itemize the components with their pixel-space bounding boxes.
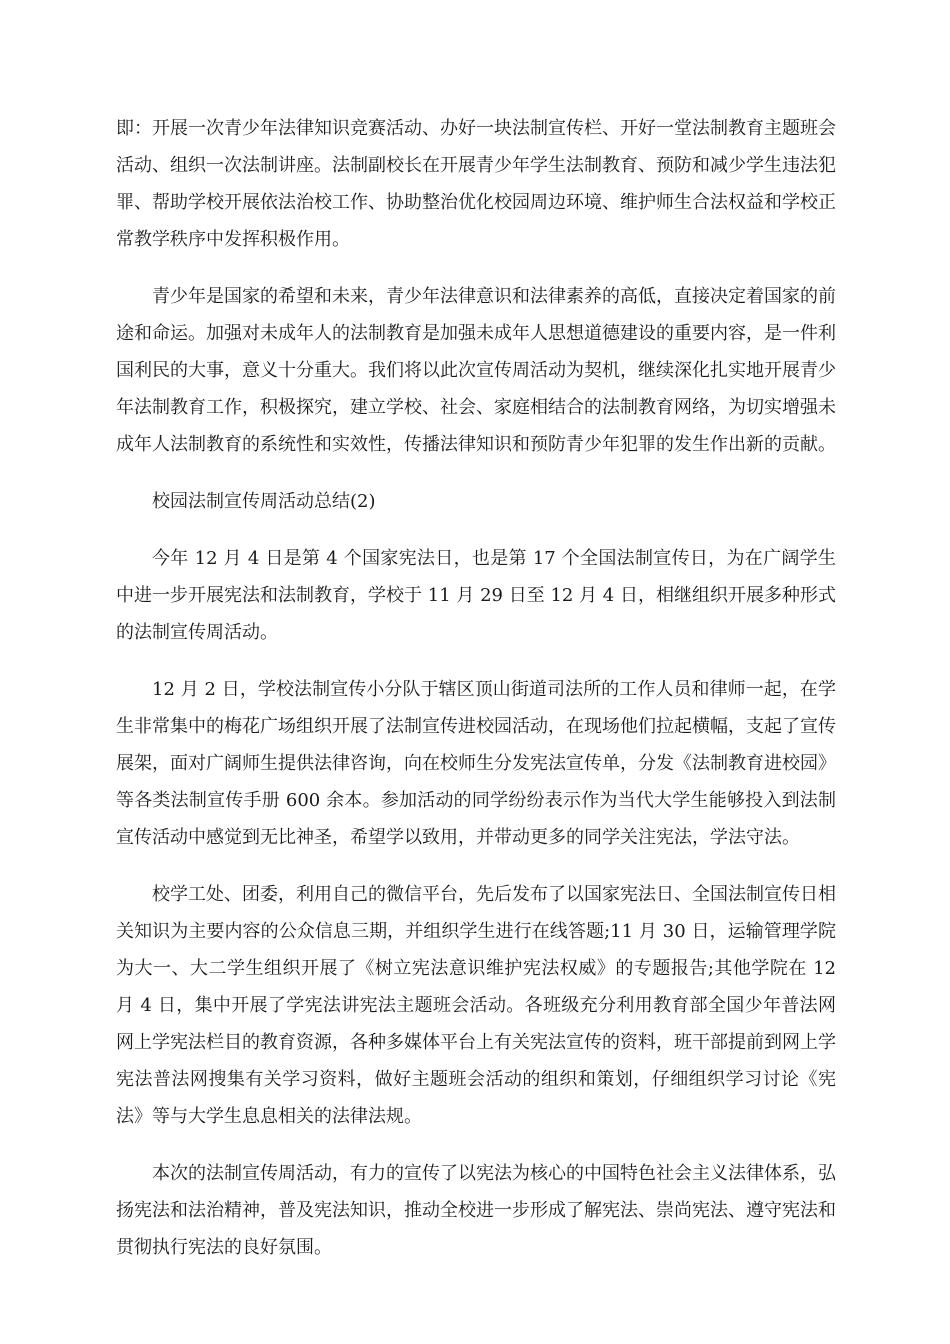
paragraph-wechat-activities: 校学工处、团委，利用自己的微信平台，先后发布了以国家宪法日、全国法制宣传日相关知识为主要内容的公众信息三期，并组织学生进行在线答题;11 月 30 日，运输管理学院为大一、大二学生组织开展了《树立宪法意识维护宪法权威》的专题报告;其他学院在 12 月 4 日，集中开展了学宪法讲宪法主题班会活动。各班级充分利用教育部全国少年普法网网上学宪法栏目的教育资源，各种多媒体平台上有关宪法宣传的资料，班干部提前到网上学宪法普法网搜集有关学习资料，做好主题班会活动的组织和策划，仔细组织学习讨论《宪法》等与大学生息息相关的法律法规。 bbox=[116, 884, 836, 1127]
paragraph-campus-event: 12 月 2 日，学校法制宣传小分队于辖区顶山街道司法所的工作人员和律师一起，在学生非常集中的梅花广场组织开展了法制宣传进校园活动，在现场他们拉起横幅，支起了宣传展架，面对广阔师生提供法律咨询，向在校师生分发宪法宣传单，分发《法制教育进校园》等各类法制宣传手册 600 余本。参加活动的同学纷纷表示作为当代大学生能够投入到法制宣传活动中感觉到无比神圣，希望学以致用，并带动更多的同学关注宪法，学法守法。 bbox=[116, 679, 836, 848]
paragraph-continuation: 即：开展一次青少年法律知识竞赛活动、办好一块法制宣传栏、开好一堂法制教育主题班会活动、组织一次法制讲座。法制副校长在开展青少年学生法制教育、预防和减少学生违法犯罪、帮助学校开展依法治校工作、协助整治优化校园周边环境、维护师生合法权益和学校正常教学秩序中发挥积极作用。 bbox=[116, 118, 836, 250]
paragraph-conclusion: 本次的法制宣传周活动，有力的宣传了以宪法为核心的中国特色社会主义法律体系，弘扬宪法和法治精神，普及宪法知识，推动全校进一步形成了解宪法、崇尚宪法、遵守宪法和贯彻执行宪法的良好氛围。 bbox=[116, 1163, 836, 1258]
section-title: 校园法制宣传周活动总结(2) bbox=[152, 491, 376, 512]
paragraph-constitution-day: 今年 12 月 4 日是第 4 个国家宪法日，也是第 17 个全国法制宣传日，为在广阔学生中进一步开展宪法和法制教育，学校于 11 月 29 日至 12 月 4 日，相继组织开展多种形式的法制宣传周活动。 bbox=[116, 548, 836, 643]
document-body bbox=[116, 110, 836, 1286]
paragraph-youth-importance: 青少年是国家的希望和未来，青少年法律意识和法律素养的高低，直接决定着国家的前途和命运。加强对未成年人的法制教育是加强未成年人思想道德建设的重要内容，是一件利国利民的大事，意义十分重大。我们将以此次宣传周活动为契机，继续深化扎实地开展青少年法制教育工作，积极探究，建立学校、社会、家庭相结合的法制教育网络，为切实增强未成年人法制教育的系统性和实效性，传播法律知识和预防青少年犯罪的发生作出新的贡献。 bbox=[116, 286, 836, 455]
